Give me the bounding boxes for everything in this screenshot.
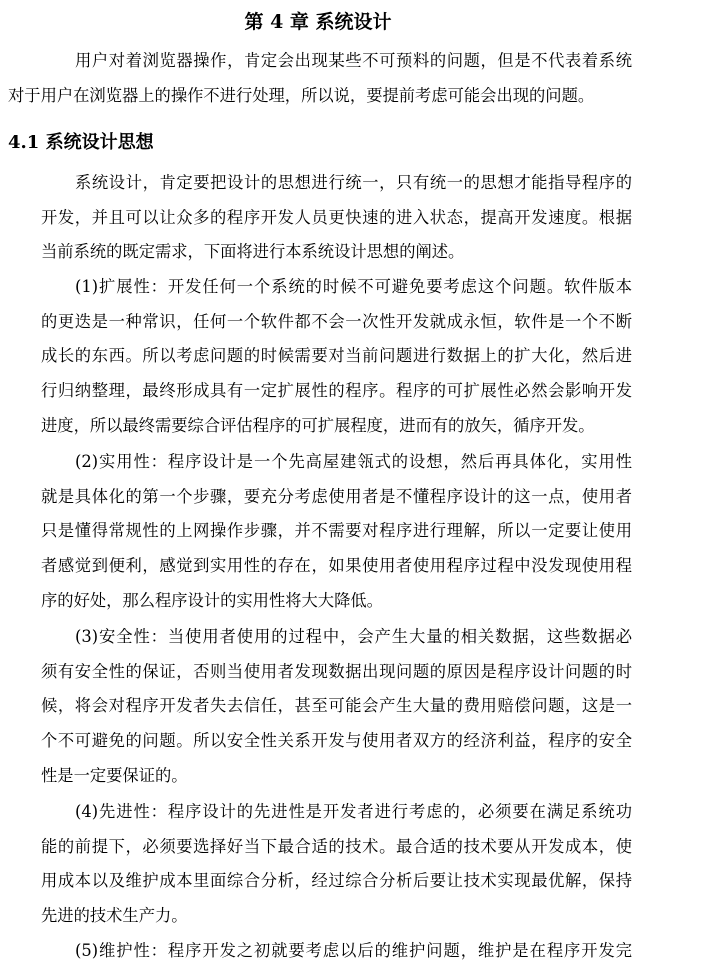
paragraph-line: 就是具体化的第一个步骤，要充分考虑使用者是不懂程序设计的这一点，使用者 — [41, 486, 632, 506]
intro-paragraph — [8, 44, 632, 113]
paragraph-line: (2)实用性：程序设计是一个先高屋建瓴式的设想，然后再具体化，实用性 — [75, 452, 632, 471]
paragraph-line: 者感觉到便利，感觉到实用性的存在，如果使用者使用程序过程中没发现使用程 — [41, 556, 632, 576]
paragraph-line: 开发，并且可以让众多的程序开发人员更快速的进入状态，提高开发速度。根据 — [41, 207, 632, 227]
paragraph-line: (5)维护性：程序开发之初就要考虑以后的维护问题，维护是在程序开发完 — [75, 941, 632, 960]
paragraph-practicality — [8, 445, 632, 619]
paragraph-line: 的更迭是一种常识，任何一个软件都不会一次性开发就成永恒，软件是一个不断 — [41, 311, 632, 331]
paragraph-extensibility — [8, 270, 632, 444]
paragraph-line: (4)先进性：程序设计的先进性是开发者进行考虑的，必须要在满足系统功 — [75, 802, 632, 821]
paragraph-advancement — [8, 795, 632, 934]
paragraph-line: 行归纳整理，最终形成具有一定扩展性的程序。程序的可扩展性必然会影响开发 — [41, 381, 632, 401]
paragraph-line: 候，将会对程序开发者失去信任，甚至可能会产生大量的费用赔偿问题，这是一 — [41, 696, 632, 716]
paragraph-line: 性是一定要保证的。 — [41, 765, 188, 785]
paragraph-line: 序的好处，那么程序设计的实用性将大大降低。 — [41, 590, 383, 610]
paragraph-line: 系统设计，肯定要把设计的思想进行统一，只有统一的思想才能指导程序的 — [75, 173, 632, 192]
paragraph-line: 能的前提下，必须要选择好当下最合适的技术。最合适的技术要从开发成本，使 — [41, 836, 632, 856]
paragraph-line: 须有安全性的保证，否则当使用者发现数据出现问题的原因是程序设计问题的时 — [41, 661, 632, 681]
paragraph-maintainability — [8, 934, 632, 969]
section-heading: 4.1 系统设计思想 — [8, 132, 154, 153]
paragraph-line: 成长的东西。所以考虑问题的时候需要对当前问题进行数据上的扩大化，然后进 — [41, 346, 632, 366]
paragraph-line: 先进的技术生产力。 — [41, 906, 188, 926]
paragraph-line: 个不可避免的问题。所以安全性关系开发与使用者双方的经济利益，程序的安全 — [41, 731, 632, 751]
paragraph-line: 只是懂得常规性的上网操作步骤，并不需要对程序进行理解，所以一定要让使用 — [41, 521, 632, 541]
section-intro-paragraph — [8, 166, 632, 270]
paragraph-line: (1)扩展性：开发任何一个系统的时候不可避免要考虑这个问题。软件版本 — [75, 277, 632, 296]
chapter-title: 第 4 章 系统设计 — [244, 11, 392, 33]
paragraph-line: 用户对着浏览器操作，肯定会出现某些不可预料的问题，但是不代表着系统 — [75, 51, 632, 70]
paragraph-line: 用成本以及维护成本里面综合分析，经过综合分析后要让技术实现最优解，保持 — [41, 871, 632, 891]
paragraph-line: 进度，所以最终需要综合评估程序的可扩展程度，进而有的放矢，循序开发。 — [41, 415, 595, 435]
paragraph-line: 当前系统的既定需求，下面将进行本系统设计思想的阐述。 — [41, 242, 465, 262]
paragraph-security — [8, 620, 632, 794]
paragraph-line: 对于用户在浏览器上的操作不进行处理，所以说，要提前考虑可能会出现的问题。 — [8, 85, 595, 105]
paragraph-line: (3)安全性：当使用者使用的过程中，会产生大量的相关数据，这些数据必 — [75, 627, 632, 646]
